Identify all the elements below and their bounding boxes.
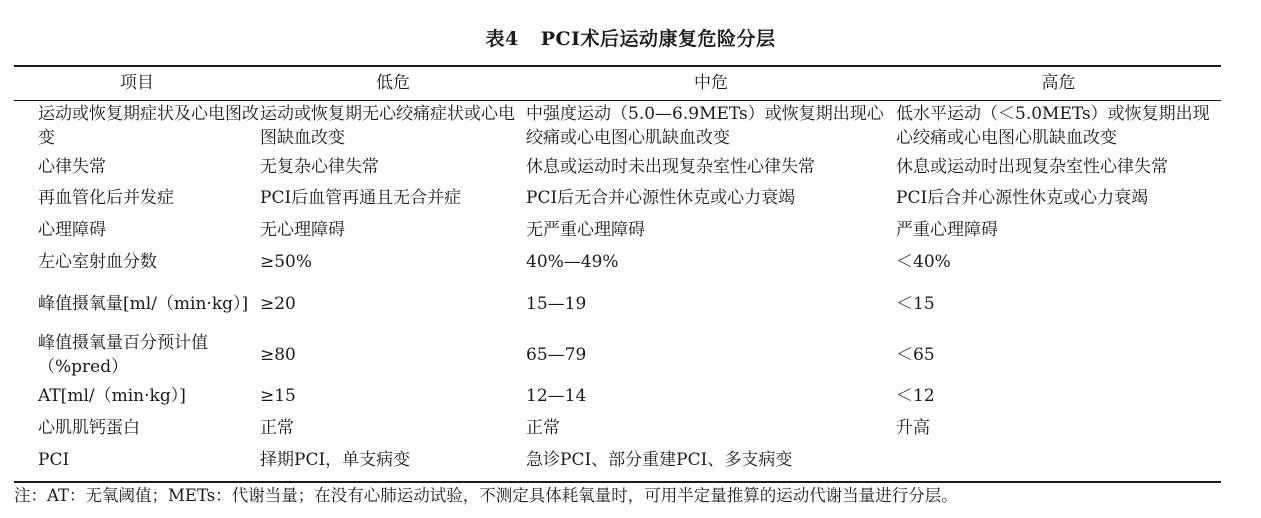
table-number: 表4 — [485, 28, 519, 50]
cell-low-risk: ≥15 — [260, 386, 296, 406]
cell-medium-risk: 急诊PCI、部分重建PCI、多支病变 — [526, 450, 793, 470]
cell-medium-risk: 65—79 — [526, 344, 587, 365]
row-label: 峰值摄氧量[ml/（min·kg）] — [38, 293, 249, 314]
cell-high-risk: 严重心理障碍 — [896, 220, 998, 240]
risk-table — [14, 66, 1221, 476]
cell-low-risk: 无心理障碍 — [260, 220, 345, 240]
cell-text: 运动或恢复期无心绞痛症状或心电图缺血改变 — [260, 103, 515, 148]
cell-medium-risk: 40%—49% — [526, 252, 619, 272]
row-label: 左心室射血分数 — [38, 252, 157, 272]
table-row — [14, 380, 1221, 412]
cell-low-risk: ≥80 — [260, 344, 296, 365]
cell-high-risk: 休息或运动时出现复杂室性心律失常 — [896, 156, 1168, 177]
cell-low-risk: ≥20 — [260, 293, 296, 314]
cell-low-risk — [260, 100, 526, 151]
cell-low-risk: 正常 — [260, 418, 294, 438]
table-row — [14, 182, 1221, 214]
table-row — [14, 246, 1221, 278]
cell-low-risk: ≥50% — [260, 252, 313, 272]
cell-low-risk: 无复杂心律失常 — [260, 156, 379, 177]
row-label: AT[ml/（min·kg）] — [38, 386, 186, 406]
table-title: PCI术后运动康复危险分层 — [540, 28, 776, 50]
cell-medium-risk: 12—14 — [526, 386, 587, 406]
cell-medium-risk: 正常 — [526, 418, 560, 438]
cell-high-risk: ＜65 — [896, 344, 935, 365]
table-row — [14, 100, 1221, 151]
header-item: 项目 — [120, 73, 154, 93]
cell-high-risk: ＜12 — [896, 386, 935, 406]
cell-medium-risk: 无严重心理障碍 — [526, 220, 645, 240]
row-label — [14, 100, 260, 151]
cell-low-risk: PCI后血管再通且无合并症 — [260, 188, 462, 208]
cell-high-risk: ＜40% — [896, 252, 951, 272]
cell-high-risk — [896, 100, 1221, 151]
header-medium-risk: 中危 — [694, 73, 728, 93]
cell-low-risk: 择期PCI，单支病变 — [260, 450, 411, 470]
table-row — [14, 412, 1221, 444]
cell-text: 运动或恢复期症状及心电图改变 — [38, 103, 259, 148]
table-row — [14, 444, 1221, 476]
cell-high-risk — [896, 444, 1221, 476]
cell-medium-risk: PCI后无合并心源性休克或心力衰竭 — [526, 188, 796, 208]
cell-high-risk: 升高 — [896, 418, 930, 438]
header-high-risk: 高危 — [1041, 73, 1076, 93]
cell-medium-risk — [526, 100, 896, 151]
row-label: 再血管化后并发症 — [38, 188, 174, 208]
header-low-risk: 低危 — [376, 73, 410, 93]
bottom-rule — [14, 481, 1221, 483]
cell-medium-risk: 15—19 — [526, 293, 587, 314]
table-row — [14, 214, 1221, 246]
cell-high-risk: ＜15 — [896, 293, 935, 314]
table-row — [14, 329, 1221, 380]
row-label: 心肌肌钙蛋白 — [38, 418, 140, 438]
cell-medium-risk: 休息或运动时未出现复杂室性心律失常 — [526, 156, 815, 177]
row-label: 心理障碍 — [38, 220, 106, 240]
table-row — [14, 278, 1221, 329]
table-caption — [0, 24, 1261, 51]
row-label: 心律失常 — [38, 156, 106, 177]
table-row — [14, 151, 1221, 182]
cell-text: 中强度运动（5.0—6.9METs）或恢复期出现心绞痛或心电图心肌缺血改变 — [526, 103, 884, 148]
table-footnote: 注：AT：无氧阈值；METs：代谢当量；在没有心肺运动试验，不测定具体耗氧量时，可用半定量推算的运动代谢当量进行分层。 — [14, 486, 958, 505]
cell-text: 低水平运动（＜5.0METs）或恢复期出现心绞痛或心电图心肌缺血改变 — [896, 103, 1210, 148]
row-label: 峰值摄氧量百分预计值（%pred） — [38, 332, 208, 377]
header-row — [14, 66, 1221, 100]
row-label: PCI — [38, 450, 70, 470]
cell-high-risk: PCI后合并心源性休克或心力衰竭 — [896, 188, 1149, 208]
